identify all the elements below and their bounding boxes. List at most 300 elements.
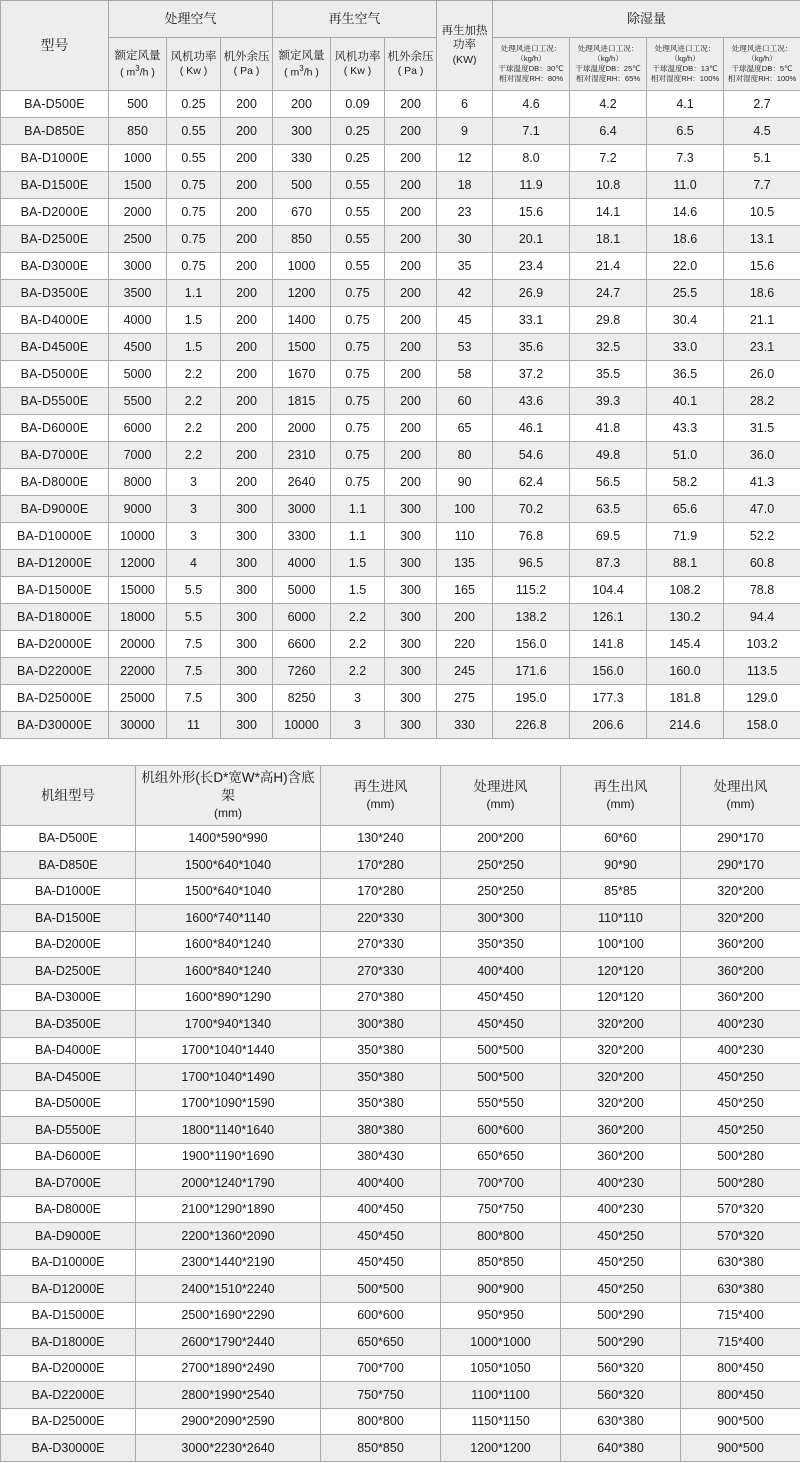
data-cell: 31.5 — [724, 415, 800, 442]
data-cell: 200 — [221, 199, 273, 226]
data-cell: 41.8 — [570, 415, 647, 442]
model-cell: BA-D3000E — [1, 984, 136, 1011]
data-cell: 110 — [437, 523, 493, 550]
data-cell: 3000*2230*2640 — [136, 1435, 321, 1462]
table-row — [1, 199, 800, 226]
data-cell: 200 — [385, 172, 437, 199]
data-cell: 22000 — [109, 658, 167, 685]
header-regen-heat — [437, 1, 493, 91]
header-unit-dimensions — [136, 766, 321, 826]
data-cell: 320*200 — [561, 1090, 681, 1117]
data-cell: 76.8 — [493, 523, 570, 550]
data-cell: 950*950 — [441, 1302, 561, 1329]
header-condition-1 — [493, 38, 570, 91]
label: 机外余压 — [224, 51, 270, 63]
model-cell: BA-D20000E — [1, 631, 109, 658]
table-row — [1, 334, 800, 361]
data-cell: 18000 — [109, 604, 167, 631]
data-cell: 600*600 — [321, 1302, 441, 1329]
data-cell: 65.6 — [647, 496, 724, 523]
data-cell: 850*850 — [321, 1435, 441, 1462]
table-row — [1, 931, 800, 958]
data-cell: 200 — [385, 91, 437, 118]
table-row — [1, 469, 800, 496]
data-cell: 165 — [437, 577, 493, 604]
model-cell: BA-D15000E — [1, 1302, 136, 1329]
cond-line-3: 干球温度DB：25℃ — [571, 64, 645, 74]
table-row — [1, 442, 800, 469]
data-cell: 80 — [437, 442, 493, 469]
model-cell: BA-D22000E — [1, 658, 109, 685]
data-cell: 18.1 — [570, 226, 647, 253]
header-process-static-pressure — [221, 38, 273, 91]
data-cell: 6000 — [273, 604, 331, 631]
data-cell: 600*600 — [441, 1117, 561, 1144]
data-cell: 160.0 — [647, 658, 724, 685]
data-cell: 21.4 — [570, 253, 647, 280]
data-cell: 300 — [273, 118, 331, 145]
data-cell: 23.4 — [493, 253, 570, 280]
label: 机外余压 — [388, 51, 434, 63]
data-cell: 1050*1050 — [441, 1355, 561, 1382]
data-cell: 94.4 — [724, 604, 800, 631]
table-row — [1, 1170, 800, 1197]
data-cell: 10000 — [273, 712, 331, 739]
data-cell: 4.6 — [493, 91, 570, 118]
data-cell: 129.0 — [724, 685, 800, 712]
data-cell: 100*100 — [561, 931, 681, 958]
model-cell: BA-D2500E — [1, 958, 136, 985]
data-cell: 6 — [437, 91, 493, 118]
table-row — [1, 604, 800, 631]
data-cell: 850 — [109, 118, 167, 145]
data-cell: 170*280 — [321, 852, 441, 879]
unit: ( $m^3/h$ ) — [111, 64, 164, 80]
unit: (mm) — [683, 797, 798, 813]
data-cell: 1000 — [273, 253, 331, 280]
data-cell: 850 — [273, 226, 331, 253]
data-cell: 1815 — [273, 388, 331, 415]
unit: (mm) — [323, 797, 438, 813]
data-cell: 53 — [437, 334, 493, 361]
data-cell: 7.7 — [724, 172, 800, 199]
data-cell: 33.0 — [647, 334, 724, 361]
data-cell: 1600*890*1290 — [136, 984, 321, 1011]
data-cell: 14.1 — [570, 199, 647, 226]
data-cell: 2.2 — [331, 658, 385, 685]
data-cell: 1400 — [273, 307, 331, 334]
header-dehumidification: 除湿量 — [493, 1, 800, 38]
label: 再生出风 — [594, 779, 648, 794]
data-cell: 120*120 — [561, 958, 681, 985]
data-cell: 2200*1360*2090 — [136, 1223, 321, 1250]
data-cell: 400*230 — [561, 1170, 681, 1197]
data-cell: 3 — [167, 469, 221, 496]
table-row — [1, 658, 800, 685]
model-cell: BA-D3000E — [1, 253, 109, 280]
data-cell: 3 — [331, 685, 385, 712]
data-cell: 220*330 — [321, 905, 441, 932]
data-cell: 2500 — [109, 226, 167, 253]
data-cell: 400*450 — [321, 1196, 441, 1223]
data-cell: 400*230 — [561, 1196, 681, 1223]
data-cell: 0.55 — [331, 172, 385, 199]
unit: ( Kw ) — [333, 65, 382, 78]
data-cell: 200 — [221, 334, 273, 361]
data-cell: 33.1 — [493, 307, 570, 334]
data-cell: 750*750 — [441, 1196, 561, 1223]
label: 机组型号 — [41, 788, 95, 803]
header-unit-model — [1, 766, 136, 826]
data-cell: 450*250 — [561, 1249, 681, 1276]
data-cell: 158.0 — [724, 712, 800, 739]
header-regen-outlet — [561, 766, 681, 826]
model-cell: BA-D8000E — [1, 1196, 136, 1223]
cond-line-1: 处理风进口工况： — [725, 44, 799, 54]
data-cell: 450*450 — [441, 1011, 561, 1038]
table-row — [1, 253, 800, 280]
model-cell: BA-D7000E — [1, 1170, 136, 1197]
model-cell: BA-D18000E — [1, 1329, 136, 1356]
data-cell: 200 — [385, 280, 437, 307]
header-process-air: 处理空气 — [109, 1, 273, 38]
cond-line-4: 相对湿度RH：65% — [571, 74, 645, 84]
data-cell: 1.5 — [167, 334, 221, 361]
data-cell: 10.5 — [724, 199, 800, 226]
data-cell: 15.6 — [493, 199, 570, 226]
data-cell: 380*430 — [321, 1143, 441, 1170]
data-cell: 450*450 — [441, 984, 561, 1011]
data-cell: 4500 — [109, 334, 167, 361]
data-cell: 2.7 — [724, 91, 800, 118]
data-cell: 2.2 — [167, 442, 221, 469]
data-cell: 1500 — [109, 172, 167, 199]
unit: (mm) — [138, 806, 318, 822]
data-cell: 320*200 — [561, 1064, 681, 1091]
header-regen-heat-unit: (KW) — [439, 54, 490, 67]
data-cell: 1500 — [273, 334, 331, 361]
data-cell: 7000 — [109, 442, 167, 469]
header-condition-2 — [570, 38, 647, 91]
data-cell: 170*280 — [321, 878, 441, 905]
data-cell: 226.8 — [493, 712, 570, 739]
table1-header-row-2 — [1, 38, 800, 91]
data-cell: 3500 — [109, 280, 167, 307]
data-cell: 500*280 — [681, 1170, 800, 1197]
data-cell: 300 — [221, 631, 273, 658]
data-cell: 8250 — [273, 685, 331, 712]
data-cell: 1500*640*1040 — [136, 878, 321, 905]
data-cell: 1150*1150 — [441, 1408, 561, 1435]
model-cell: BA-D10000E — [1, 523, 109, 550]
data-cell: 700*700 — [321, 1355, 441, 1382]
model-cell: BA-D4500E — [1, 334, 109, 361]
data-cell: 2600*1790*2440 — [136, 1329, 321, 1356]
data-cell: 0.75 — [331, 361, 385, 388]
model-cell: BA-D7000E — [1, 442, 109, 469]
data-cell: 54.6 — [493, 442, 570, 469]
header-regen-fan-power — [331, 38, 385, 91]
data-cell: 7260 — [273, 658, 331, 685]
model-cell: BA-D18000E — [1, 604, 109, 631]
data-cell: 300*380 — [321, 1011, 441, 1038]
data-cell: 750*750 — [321, 1382, 441, 1409]
unit: (mm) — [563, 797, 678, 813]
data-cell: 0.55 — [331, 199, 385, 226]
data-cell: 1600*740*1140 — [136, 905, 321, 932]
data-cell: 9 — [437, 118, 493, 145]
data-cell: 52.2 — [724, 523, 800, 550]
data-cell: 63.5 — [570, 496, 647, 523]
data-cell: 2700*1890*2490 — [136, 1355, 321, 1382]
data-cell: 1600*840*1240 — [136, 931, 321, 958]
data-cell: 10000 — [109, 523, 167, 550]
data-cell: 300 — [385, 631, 437, 658]
data-cell: 1500*640*1040 — [136, 852, 321, 879]
data-cell: 135 — [437, 550, 493, 577]
data-cell: 36.0 — [724, 442, 800, 469]
data-cell: 90*90 — [561, 852, 681, 879]
data-cell: 400*400 — [441, 958, 561, 985]
data-cell: 0.75 — [331, 442, 385, 469]
data-cell: 500*290 — [561, 1302, 681, 1329]
data-cell: 560*320 — [561, 1355, 681, 1382]
data-cell: 2.2 — [331, 604, 385, 631]
data-cell: 1000 — [109, 145, 167, 172]
data-cell: 300*300 — [441, 905, 561, 932]
header-regen-static-pressure — [385, 38, 437, 91]
data-cell: 51.0 — [647, 442, 724, 469]
data-cell: 6.5 — [647, 118, 724, 145]
data-cell: 200 — [385, 253, 437, 280]
data-cell: 900*900 — [441, 1276, 561, 1303]
data-cell: 60 — [437, 388, 493, 415]
data-cell: 630*380 — [681, 1276, 800, 1303]
data-cell: 4.5 — [724, 118, 800, 145]
data-cell: 200 — [437, 604, 493, 631]
data-cell: 640*380 — [561, 1435, 681, 1462]
cond-line-2: （kg/h） — [648, 54, 722, 64]
data-cell: 4.2 — [570, 91, 647, 118]
table-row — [1, 91, 800, 118]
table-row — [1, 1276, 800, 1303]
model-cell: BA-D25000E — [1, 685, 109, 712]
data-cell: 141.8 — [570, 631, 647, 658]
cond-line-2: （kg/h） — [494, 54, 568, 64]
table-row — [1, 1196, 800, 1223]
data-cell: 450*250 — [561, 1223, 681, 1250]
header-process-rated-flow — [109, 38, 167, 91]
label: 再生进风 — [354, 779, 408, 794]
data-cell: 350*380 — [321, 1090, 441, 1117]
cond-line-4: 相对湿度RH：100% — [648, 74, 722, 84]
data-cell: 4000 — [273, 550, 331, 577]
data-cell: 320*200 — [681, 878, 800, 905]
data-cell: 70.2 — [493, 496, 570, 523]
data-cell: 450*450 — [321, 1249, 441, 1276]
data-cell: 500*500 — [441, 1037, 561, 1064]
model-cell: BA-D12000E — [1, 1276, 136, 1303]
data-cell: 290*170 — [681, 852, 800, 879]
data-cell: 11.9 — [493, 172, 570, 199]
data-cell: 10.8 — [570, 172, 647, 199]
model-cell: BA-D8000E — [1, 469, 109, 496]
model-cell: BA-D2000E — [1, 931, 136, 958]
data-cell: 2000*1240*1790 — [136, 1170, 321, 1197]
data-cell: 0.75 — [331, 280, 385, 307]
data-cell: 300 — [385, 685, 437, 712]
data-cell: 1.5 — [331, 577, 385, 604]
data-cell: 2300*1440*2190 — [136, 1249, 321, 1276]
table-row — [1, 226, 800, 253]
model-cell: BA-D4000E — [1, 1037, 136, 1064]
model-cell: BA-D1500E — [1, 172, 109, 199]
label: 额定风量 — [279, 50, 325, 62]
data-cell: 500*500 — [441, 1064, 561, 1091]
data-cell: 42 — [437, 280, 493, 307]
data-cell: 156.0 — [493, 631, 570, 658]
data-cell: 300 — [221, 712, 273, 739]
data-cell: 0.75 — [331, 307, 385, 334]
data-cell: 195.0 — [493, 685, 570, 712]
data-cell: 380*380 — [321, 1117, 441, 1144]
data-cell: 320*200 — [561, 1037, 681, 1064]
data-cell: 200 — [385, 415, 437, 442]
data-cell: 400*230 — [681, 1037, 800, 1064]
data-cell: 200 — [385, 469, 437, 496]
model-cell: BA-D12000E — [1, 550, 109, 577]
data-cell: 0.25 — [167, 91, 221, 118]
data-cell: 104.4 — [570, 577, 647, 604]
data-cell: 200 — [385, 145, 437, 172]
table-row — [1, 1435, 800, 1462]
data-cell: 0.55 — [331, 226, 385, 253]
data-cell: 87.3 — [570, 550, 647, 577]
data-cell: 630*380 — [561, 1408, 681, 1435]
unit: ( Pa ) — [387, 65, 434, 78]
data-cell: 330 — [437, 712, 493, 739]
table-row — [1, 852, 800, 879]
data-cell: 35 — [437, 253, 493, 280]
data-cell: 2400*1510*2240 — [136, 1276, 321, 1303]
data-cell: 200 — [221, 118, 273, 145]
data-cell: 2100*1290*1890 — [136, 1196, 321, 1223]
cond-line-1: 处理风进口工况： — [494, 44, 568, 54]
data-cell: 450*250 — [561, 1276, 681, 1303]
data-cell: 62.4 — [493, 469, 570, 496]
data-cell: 25.5 — [647, 280, 724, 307]
table-row — [1, 984, 800, 1011]
table-row — [1, 1249, 800, 1276]
data-cell: 800*800 — [441, 1223, 561, 1250]
data-cell: 3 — [167, 523, 221, 550]
data-cell: 300 — [385, 604, 437, 631]
table-row — [1, 1355, 800, 1382]
data-cell: 1.5 — [167, 307, 221, 334]
data-cell: 900*500 — [681, 1435, 800, 1462]
data-cell: 206.6 — [570, 712, 647, 739]
data-cell: 715*400 — [681, 1302, 800, 1329]
data-cell: 2.2 — [167, 415, 221, 442]
data-cell: 200*200 — [441, 825, 561, 852]
data-cell: 4 — [167, 550, 221, 577]
data-cell: 30000 — [109, 712, 167, 739]
table-row — [1, 496, 800, 523]
data-cell: 18.6 — [647, 226, 724, 253]
model-cell: BA-D5000E — [1, 361, 109, 388]
data-cell: 181.8 — [647, 685, 724, 712]
data-cell: 5000 — [109, 361, 167, 388]
data-cell: 1600*840*1240 — [136, 958, 321, 985]
data-cell: 103.2 — [724, 631, 800, 658]
data-cell: 78.8 — [724, 577, 800, 604]
table-row — [1, 1011, 800, 1038]
unit: ( Kw ) — [169, 65, 218, 78]
data-cell: 360*200 — [681, 984, 800, 1011]
data-cell: 200 — [221, 469, 273, 496]
model-cell: BA-D10000E — [1, 1249, 136, 1276]
data-cell: 60.8 — [724, 550, 800, 577]
table-row — [1, 1117, 800, 1144]
data-cell: 320*200 — [561, 1011, 681, 1038]
data-cell: 110*110 — [561, 905, 681, 932]
data-cell: 0.55 — [167, 145, 221, 172]
data-cell: 58 — [437, 361, 493, 388]
data-cell: 126.1 — [570, 604, 647, 631]
data-cell: 58.2 — [647, 469, 724, 496]
data-cell: 30.4 — [647, 307, 724, 334]
model-cell: BA-D500E — [1, 825, 136, 852]
model-cell: BA-D9000E — [1, 496, 109, 523]
data-cell: 350*380 — [321, 1037, 441, 1064]
label: 额定风量 — [115, 50, 161, 62]
model-cell: BA-D2500E — [1, 226, 109, 253]
data-cell: 71.9 — [647, 523, 724, 550]
model-cell: BA-D850E — [1, 118, 109, 145]
data-cell: 45 — [437, 307, 493, 334]
data-cell: 26.9 — [493, 280, 570, 307]
model-cell: BA-D4500E — [1, 1064, 136, 1091]
data-cell: 35.6 — [493, 334, 570, 361]
data-cell: 1000*1000 — [441, 1329, 561, 1356]
model-cell: BA-D1000E — [1, 145, 109, 172]
data-cell: 18.6 — [724, 280, 800, 307]
table-row — [1, 361, 800, 388]
data-cell: 275 — [437, 685, 493, 712]
data-cell: 15.6 — [724, 253, 800, 280]
label: 处理进风 — [474, 779, 528, 794]
data-cell: 300 — [221, 550, 273, 577]
data-cell: 25000 — [109, 685, 167, 712]
data-cell: 177.3 — [570, 685, 647, 712]
data-cell: 41.3 — [724, 469, 800, 496]
data-cell: 7.3 — [647, 145, 724, 172]
data-cell: 113.5 — [724, 658, 800, 685]
data-cell: 20000 — [109, 631, 167, 658]
table-row — [1, 307, 800, 334]
data-cell: 300 — [385, 550, 437, 577]
data-cell: 2.2 — [331, 631, 385, 658]
data-cell: 650*650 — [441, 1143, 561, 1170]
cond-line-1: 处理风进口工况： — [648, 44, 722, 54]
data-cell: 2.2 — [167, 388, 221, 415]
data-cell: 500 — [273, 172, 331, 199]
data-cell: 0.75 — [331, 334, 385, 361]
data-cell: 330 — [273, 145, 331, 172]
data-cell: 5.1 — [724, 145, 800, 172]
data-cell: 450*250 — [681, 1117, 800, 1144]
model-cell: BA-D850E — [1, 852, 136, 879]
